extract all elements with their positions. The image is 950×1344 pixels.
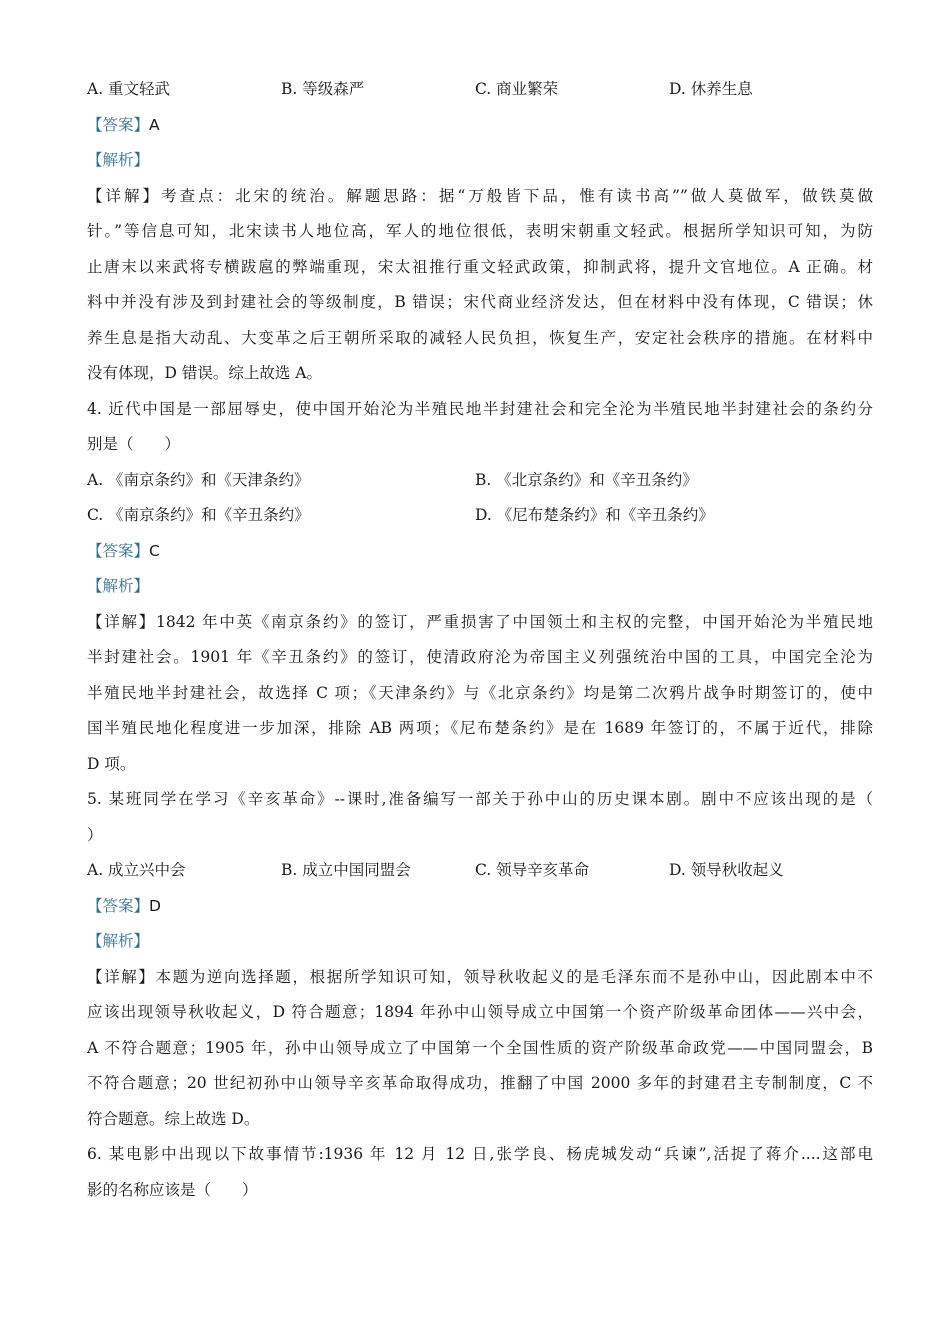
q3-option-c: C. 商业繁荣 — [475, 80, 559, 98]
q5-option-c: C. 领导辛亥革命 — [475, 861, 590, 879]
q3-option-a: A. 重文轻武 — [87, 80, 171, 98]
q3-analysis-tag: 【解析】 — [87, 151, 150, 169]
answer-value: D — [149, 896, 161, 915]
answer-tag: 【答案】 — [87, 115, 150, 134]
q5-detail-line: 应该出现领导秋收起义，D 符合题意；1894 年孙中山领导成立中国第一个资产阶级革命团体——兴中会， — [87, 1003, 873, 1021]
q4-analysis-tag: 【解析】 — [87, 577, 150, 595]
answer-value: C — [149, 541, 160, 560]
q4-options-row — [87, 498, 873, 534]
q4-stem-line: 别是（ ） — [87, 435, 181, 453]
q3-options — [87, 72, 873, 108]
detail-text: 本题为逆向选择题，根据所学知识可知，领导秋收起义的是毛泽东而不是孙中山，因此剧本中不 — [155, 967, 873, 986]
q3-detail-line: 针。”等信息可知，北宋读书人地位高，军人的地位很低，表明宋朝重文轻武。根据所学知识可知，为防 — [87, 222, 873, 240]
q3-option-d: D. 休养生息 — [669, 80, 753, 98]
q6-stem-line: 影的名称应该是（ ） — [87, 1180, 258, 1199]
q3-detail-line: 止唐末以来武将专横跋扈的弊端重现，宋太祖推行重文轻武政策，抑制武将，提升文官地位。A 正确。材 — [87, 257, 873, 276]
q5-options — [87, 853, 873, 889]
q5-option-b: B. 成立中国同盟会 — [281, 861, 411, 879]
q4-detail-line: 国半殖民地化程度进一步加深，排除 AB 两项；《尼布楚条约》是在 1689 年签订的，不属于近代，排除 — [87, 719, 873, 737]
q5-analysis-tag: 【解析】 — [87, 932, 150, 950]
q6-stem-line: 6. 某电影中出现以下故事情节:1936 年 12 月 12 日,张学良、杨虎城发动“兵谏”,活捉了蒋介....这部电 — [87, 1145, 873, 1163]
q3-detail-line — [87, 179, 873, 215]
detail-tag: 【详解】 — [87, 186, 162, 205]
q4-option-d: D. 《尼布楚条约》和《辛丑条约》 — [475, 506, 714, 524]
detail-text: 考查点：北宋的统治。解题思路：据“万般皆下品，惟有读书高””做人莫做军，做铁莫做 — [161, 186, 873, 205]
q4-stem-line: 4. 近代中国是一部屈辱史，使中国开始沦为半殖民地半封建社会和完全沦为半殖民地半封建社会的条约分 — [87, 399, 873, 418]
detail-tag: 【详解】 — [87, 967, 156, 986]
q5-stem-line: ） — [87, 825, 103, 844]
q5-detail-line: A 不符合题意；1905 年，孙中山领导成立了中国第一个全国性质的资产阶级革命政党——中国同盟会，B — [87, 1038, 873, 1057]
q3-option-b: B. 等级森严 — [281, 80, 365, 98]
q5-answer — [87, 889, 873, 925]
q5-detail-line — [87, 960, 873, 996]
q4-answer — [87, 534, 873, 570]
q4-detail-line: D 项。 — [87, 754, 136, 773]
q3-detail-line: 没有体现，D 错误。综上故选 A。 — [87, 364, 322, 382]
q5-stem-line: 5. 某班同学在学习《辛亥革命》--课时,准备编写一部关于孙中山的历史课本剧。剧中不应该出现的是（ — [87, 790, 873, 808]
q4-detail-line — [87, 605, 873, 641]
q4-detail-line: 半殖民地半封建社会，故选择 C 项；《天津条约》与《北京条约》均是第二次鸦片战争时期签订的，使中 — [87, 683, 873, 702]
q4-option-a: A. 《南京条约》和《天津条约》 — [87, 470, 310, 489]
q4-option-c: C. 《南京条约》和《辛丑条约》 — [87, 506, 310, 524]
q5-detail-line: 符合题意。综上故选 D。 — [87, 1109, 260, 1128]
detail-tag: 【详解】 — [87, 612, 156, 631]
q3-detail-line: 料中并没有涉及到封建社会的等级制度，B 错误；宋代商业经济发达，但在材料中没有体现，C 错误；休 — [87, 293, 873, 311]
q5-option-d: D. 领导秋收起义 — [669, 861, 784, 879]
detail-text: 1842 年中英《南京条约》的签订，严重损害了中国领土和主权的完整，中国开始沦为半殖民地 — [156, 612, 873, 631]
page-content — [87, 72, 873, 1208]
q4-detail-line: 半封建社会。1901 年《辛丑条约》的签订，使清政府沦为帝国主义列强统治中国的工具，中国完全沦为 — [87, 648, 873, 666]
q4-option-b: B. 《北京条约》和《辛丑条约》 — [475, 470, 698, 489]
answer-tag: 【答案】 — [87, 541, 150, 560]
q5-detail-line: 不符合题意；20 世纪初孙中山领导辛亥革命取得成功，推翻了中国 2000 多年的封建君主专制制度，C 不 — [87, 1074, 873, 1092]
q4-options-row — [87, 463, 873, 499]
q3-detail-line: 养生息是指大动乱、大变革之后王朝所采取的减轻人民负担，恢复生产，安定社会秩序的措施。在材料中 — [87, 328, 873, 347]
answer-value: A — [149, 115, 160, 134]
q3-answer — [87, 108, 873, 144]
answer-tag: 【答案】 — [87, 896, 150, 915]
q5-option-a: A. 成立兴中会 — [87, 861, 186, 879]
